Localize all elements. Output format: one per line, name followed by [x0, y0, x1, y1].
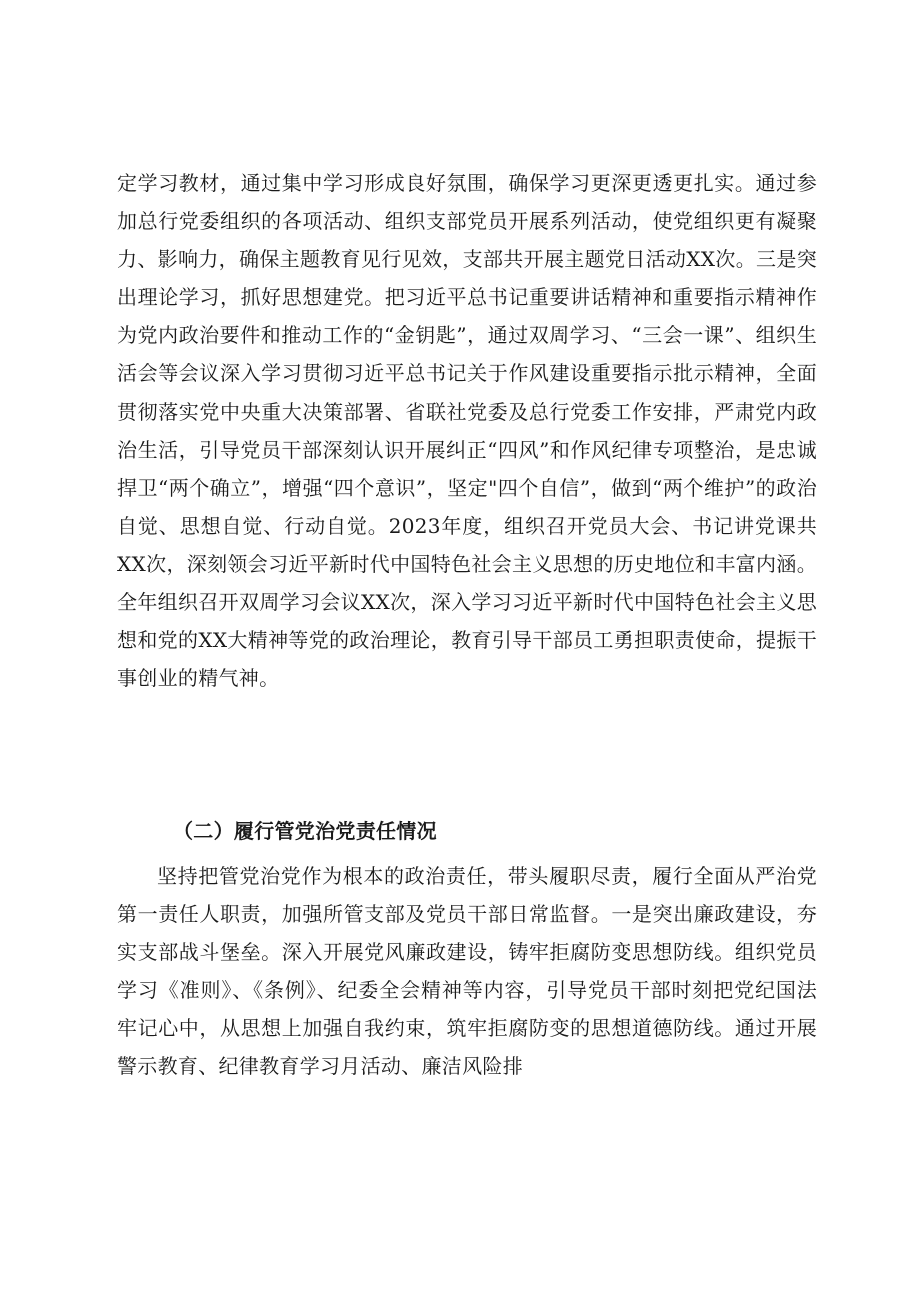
- section-heading: （二）履行管党治党责任情况: [173, 819, 437, 843]
- body-paragraph-1: 定学习教材，通过集中学习形成良好氛围，确保学习更深更透更扎实。通过参加总行党委组织的各项活动、组织支部党员开展系列活动，使党组织更有凝聚力、影响力，确保主题教育见行见效，支部共开展主题党日活动XX次。三是突出理论学习，抓好思想建党。把习近平总书记重要讲话精神和重要指示精神作为党内政治要件和推动工作的“金钥匙”，通过双周学习、“三会一课”、组织生活会等会议深入学习贯彻习近平总书记关于作风建设重要指示批示精神，全面贯彻落实党中央重大决策部署、省联社党委及总行党委工作安排，严肃党内政治生活，引导党员干部深刻认识开展纠正“四风”和作风纪律专项整治，是忠诚捍卫“两个确立”，增强“四个意识”，坚定"四个自信”，做到“两个维护”的政治自觉、思想自觉、行动自觉。2023年度，组织召开党员大会、书记讲党课共XX次，深刻领会习近平新时代中国特色社会主义思想的历史地位和丰富内涵。全年组织召开双周学习会议XX次，深入学习习近平新时代中国特色社会主义思想和党的XX大精神等党的政治理论，教育引导干部员工勇担职责使命，提振干事创业的精气神。: [117, 171, 817, 691]
- body-paragraph-2: 坚持把管党治党作为根本的政治责任，带头履职尽责，履行全面从严治党第一责任人职责，加强所管支部及党员干部日常监督。一是突出廉政建设，夯实支部战斗堡垒。深入开展党风廉政建设，铸牢拒腐防变思想防线。组织党员学习《准则》、《条例》、纪委全会精神等内容，引导党员干部时刻把党纪国法牢记心中，从思想上加强自我约束，筑牢拒腐防变的思想道德防线。通过开展警示教育、纪律教育学习月活动、廉洁风险排: [117, 864, 817, 1079]
